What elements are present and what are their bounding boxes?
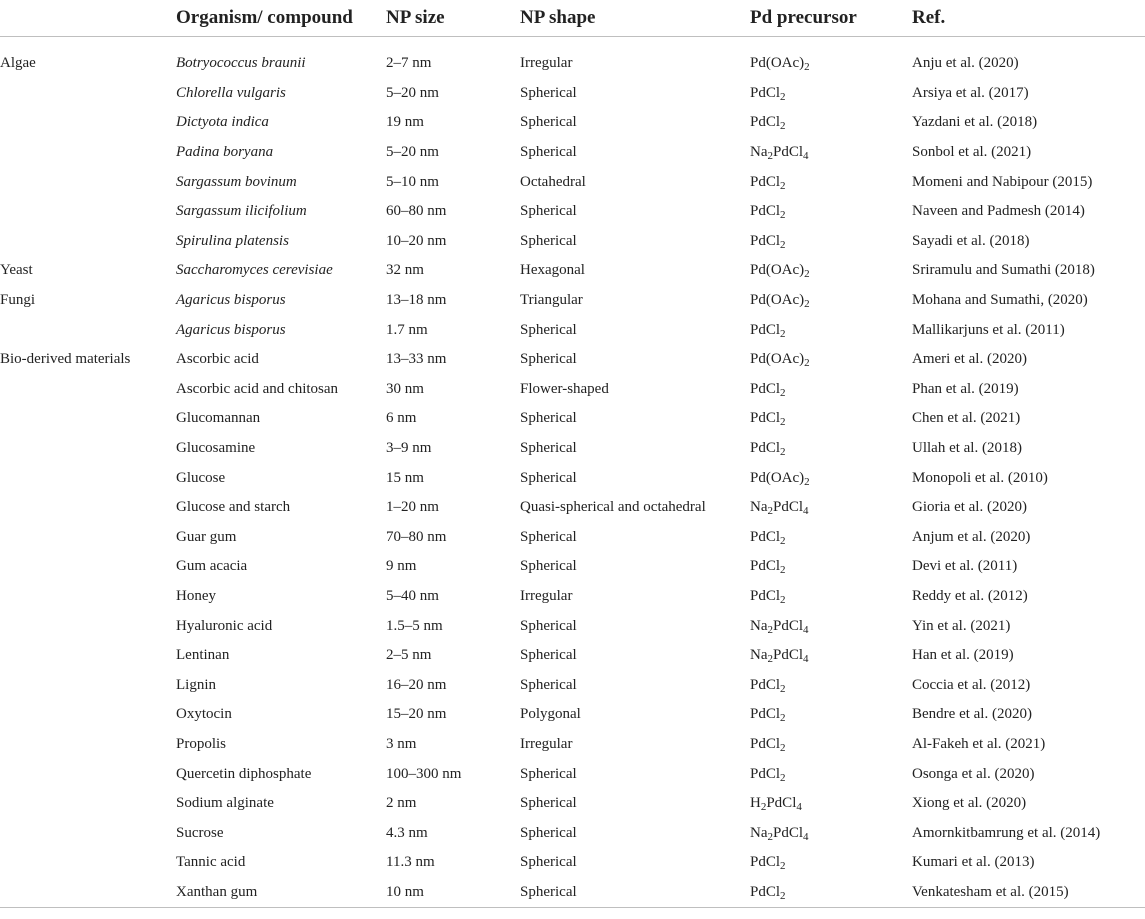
- organism-cell: Gum acacia: [176, 558, 248, 575]
- np-shape-cell: Irregular: [520, 55, 573, 72]
- organism-cell: Saccharomyces cerevisiae: [176, 262, 333, 279]
- group-cell: [0, 552, 176, 582]
- precursor-subscript: 2: [804, 61, 810, 74]
- precursor-subscript: 2: [804, 298, 810, 311]
- precursor-text: PdCl: [773, 647, 804, 664]
- pd-precursor-cell: [750, 404, 912, 434]
- organism-cell: Lignin: [176, 676, 216, 693]
- table-row: [0, 108, 1145, 138]
- precursor-text: PdCl: [750, 558, 781, 575]
- np-size-cell: 2–7 nm: [386, 55, 432, 72]
- header-group: [0, 0, 176, 37]
- organism-cell: Propolis: [176, 735, 227, 752]
- pd-precursor-cell: [750, 197, 912, 227]
- precursor-text: PdCl: [750, 528, 781, 545]
- precursor-text: PdCl: [773, 144, 804, 161]
- organism-cell: Dictyota indica: [176, 114, 269, 131]
- precursor-subscript: 2: [780, 209, 786, 222]
- precursor-text: PdCl: [750, 676, 781, 693]
- table-row: [0, 138, 1145, 168]
- ref-cell: Reddy et al. (2012): [912, 587, 1028, 604]
- group-cell: [0, 730, 176, 760]
- organism-cell: Glucosamine: [176, 440, 256, 457]
- group-cell: [0, 582, 176, 612]
- np-size-cell: 100–300 nm: [386, 765, 462, 782]
- organism-cell: Spirulina platensis: [176, 232, 289, 249]
- np-size-cell: 1–20 nm: [386, 499, 439, 516]
- precursor-subscript: 4: [796, 801, 802, 814]
- precursor-subscript: 2: [767, 830, 773, 843]
- precursor-subscript: 2: [780, 446, 786, 459]
- precursor-text: Pd(OAc): [750, 292, 805, 309]
- precursor-text: PdCl: [750, 854, 781, 871]
- np-shape-cell: Spherical: [520, 795, 577, 812]
- np-size-cell: 5–10 nm: [386, 173, 439, 190]
- pd-precursor-cell: [750, 878, 912, 908]
- ref-cell: Venkatesham et al. (2015): [912, 878, 1145, 908]
- group-cell: [0, 523, 176, 553]
- ref-cell: Monopoli et al. (2010): [912, 469, 1048, 486]
- table-row: [0, 315, 1145, 345]
- table-row: [0, 167, 1145, 197]
- precursor-subscript: 2: [780, 564, 786, 577]
- group-cell: [0, 375, 176, 405]
- precursor-subscript: 2: [780, 682, 786, 695]
- table-row: [0, 227, 1145, 257]
- precursor-subscript: 4: [803, 150, 809, 163]
- precursor-text: Pd(OAc): [750, 469, 805, 486]
- precursor-subscript: 2: [780, 327, 786, 340]
- pd-precursor-cell: [750, 138, 912, 168]
- group-cell: Yeast: [0, 262, 33, 279]
- precursor-subscript: 4: [803, 653, 809, 666]
- table-row: [0, 256, 1145, 286]
- ref-cell: Xiong et al. (2020): [912, 795, 1027, 812]
- np-shape-cell: Irregular: [520, 587, 573, 604]
- np-shape-cell: Irregular: [520, 735, 573, 752]
- precursor-subscript: 2: [804, 268, 810, 281]
- np-size-cell: 30 nm: [386, 380, 424, 397]
- np-shape-cell: Spherical: [520, 321, 577, 338]
- table-row: [0, 463, 1145, 493]
- ref-cell: Anju et al. (2020): [912, 55, 1019, 72]
- organism-cell: Agaricus bisporus: [176, 321, 286, 338]
- group-cell: [0, 79, 176, 109]
- precursor-text: PdCl: [750, 410, 781, 427]
- ref-cell: Momeni and Nabipour (2015): [912, 173, 1093, 190]
- table-row: [0, 878, 1145, 908]
- np-shape-cell: Spherical: [520, 765, 577, 782]
- organism-cell: Tannic acid: [176, 854, 246, 871]
- table-row: [0, 375, 1145, 405]
- organism-cell: Chlorella vulgaris: [176, 84, 286, 101]
- pd-precursor-cell: [750, 730, 912, 760]
- group-cell: [0, 227, 176, 257]
- precursor-text: Pd(OAc): [750, 55, 805, 72]
- organism-cell: Glucose: [176, 469, 226, 486]
- precursor-subscript: 2: [780, 889, 786, 902]
- table-row: [0, 523, 1145, 553]
- pd-precursor-cell: [750, 759, 912, 789]
- np-shape-cell: Spherical: [520, 203, 577, 220]
- precursor-text: H: [750, 795, 761, 812]
- precursor-subscript: 2: [767, 623, 773, 636]
- precursor-subscript: 2: [780, 534, 786, 547]
- table-row: [0, 611, 1145, 641]
- table-body: [0, 37, 1145, 908]
- np-size-cell: 70–80 nm: [386, 528, 447, 545]
- ref-cell: Sayadi et al. (2018): [912, 232, 1030, 249]
- precursor-subscript: 2: [780, 593, 786, 606]
- precursor-subscript: 2: [780, 386, 786, 399]
- pd-precursor-cell: [750, 700, 912, 730]
- precursor-text: Pd(OAc): [750, 351, 805, 368]
- organism-cell: Sargassum ilicifolium: [176, 203, 307, 220]
- pd-precursor-cell: [750, 315, 912, 345]
- group-cell: [0, 700, 176, 730]
- precursor-subscript: 4: [803, 505, 809, 518]
- group-cell: [0, 818, 176, 848]
- precursor-subscript: 4: [803, 830, 809, 843]
- table-row: [0, 197, 1145, 227]
- group-cell: [0, 493, 176, 523]
- organism-cell: Ascorbic acid and chitosan: [176, 380, 339, 397]
- np-size-cell: 16–20 nm: [386, 676, 447, 693]
- precursor-subscript: 2: [780, 416, 786, 429]
- precursor-subscript: 2: [760, 801, 767, 814]
- np-shape-cell: Spherical: [520, 114, 577, 131]
- ref-cell: Chen et al. (2021): [912, 410, 1021, 427]
- group-cell: [0, 641, 176, 671]
- organism-cell: Sargassum bovinum: [176, 173, 297, 190]
- table-row: [0, 404, 1145, 434]
- group-cell: [0, 611, 176, 641]
- np-shape-cell: Spherical: [520, 84, 577, 101]
- group-cell: [0, 670, 176, 700]
- precursor-subscript: 2: [767, 505, 773, 518]
- group-cell: Bio-derived materials: [0, 351, 131, 368]
- np-shape-cell: Quasi-spherical and octahedral: [520, 499, 706, 516]
- np-shape-cell: Octahedral: [520, 173, 586, 190]
- pd-precursor-cell: [750, 434, 912, 464]
- ref-cell: Devi et al. (2011): [912, 558, 1018, 575]
- table-row: [0, 345, 1145, 375]
- np-shape-cell: Spherical: [520, 528, 577, 545]
- table-row: [0, 286, 1145, 316]
- ref-cell: Anjum et al. (2020): [912, 528, 1031, 545]
- precursor-text: PdCl: [750, 321, 781, 338]
- table-row: [0, 582, 1145, 612]
- header-np-size: NP size: [386, 0, 520, 37]
- organism-cell: Sodium alginate: [176, 795, 274, 812]
- np-shape-cell: Spherical: [520, 824, 577, 841]
- group-cell: [0, 759, 176, 789]
- precursor-text: PdCl: [750, 735, 781, 752]
- ref-cell: Mallikarjuns et al. (2011): [912, 321, 1065, 338]
- precursor-text: PdCl: [750, 765, 781, 782]
- pd-precursor-cell: [750, 493, 912, 523]
- precursor-text: Pd(OAc): [750, 262, 805, 279]
- pd-precursor-cell: [750, 345, 912, 375]
- pd-precursor-cell: [750, 818, 912, 848]
- np-shape-cell: Spherical: [520, 558, 577, 575]
- table-row: [0, 552, 1145, 582]
- precursor-text: PdCl: [750, 706, 781, 723]
- precursor-subscript: 2: [767, 653, 773, 666]
- group-cell: [0, 167, 176, 197]
- ref-cell: Osonga et al. (2020): [912, 765, 1035, 782]
- ref-cell: Phan et al. (2019): [912, 380, 1019, 397]
- precursor-text: PdCl: [773, 499, 804, 516]
- group-cell: Algae: [0, 55, 36, 72]
- np-size-cell: 15–20 nm: [386, 706, 447, 723]
- group-cell: [0, 108, 176, 138]
- group-cell: Fungi: [0, 292, 36, 309]
- group-cell: [0, 404, 176, 434]
- organism-cell: Botryococcus braunii: [176, 55, 306, 72]
- pd-precursor-cell: [750, 256, 912, 286]
- precursor-subscript: 2: [780, 179, 786, 192]
- pd-precursor-cell: [750, 49, 912, 79]
- ref-cell: Kumari et al. (2013): [912, 854, 1035, 871]
- pd-precursor-cell: [750, 463, 912, 493]
- group-cell: [0, 848, 176, 878]
- ref-cell: Amornkitbamrung et al. (2014): [912, 824, 1101, 841]
- precursor-text: PdCl: [750, 232, 781, 249]
- np-size-cell: 13–33 nm: [386, 351, 447, 368]
- organism-cell: Quercetin diphosphate: [176, 765, 312, 782]
- pd-precursor-cell: [750, 789, 912, 819]
- precursor-subscript: 2: [780, 860, 786, 873]
- table-row: [0, 434, 1145, 464]
- precursor-text: PdCl: [750, 440, 781, 457]
- header-ref: Ref.: [912, 0, 1145, 37]
- ref-cell: Gioria et al. (2020): [912, 499, 1027, 516]
- ref-cell: Al-Fakeh et al. (2021): [912, 735, 1046, 752]
- group-cell: [0, 138, 176, 168]
- pd-precursor-cell: [750, 611, 912, 641]
- precursor-text: PdCl: [773, 617, 804, 634]
- organism-cell: Padina boryana: [176, 144, 274, 161]
- header-organism: Organism/ compound: [176, 0, 386, 37]
- table-row: [0, 670, 1145, 700]
- precursor-text: PdCl: [750, 84, 781, 101]
- precursor-subscript: 2: [780, 741, 786, 754]
- group-cell: [0, 789, 176, 819]
- np-size-cell: 19 nm: [386, 114, 424, 131]
- np-shape-cell: Spherical: [520, 232, 577, 249]
- pd-precursor-cell: [750, 523, 912, 553]
- np-shape-cell: Spherical: [520, 647, 577, 664]
- precursor-subscript: 2: [804, 357, 810, 370]
- organism-cell: Hyaluronic acid: [176, 617, 273, 634]
- precursor-text: Na: [750, 144, 768, 161]
- precursor-text: Na: [750, 499, 768, 516]
- np-shape-cell: Spherical: [520, 878, 750, 908]
- precursor-text: PdCl: [750, 114, 781, 131]
- header-row: [0, 0, 1145, 37]
- precursor-subscript: 2: [780, 771, 786, 784]
- precursor-text: Na: [750, 617, 768, 634]
- np-shape-cell: Spherical: [520, 144, 577, 161]
- precursor-text: PdCl: [750, 203, 781, 220]
- table-row: [0, 49, 1145, 79]
- precursor-text: PdCl: [750, 173, 781, 190]
- table-row: [0, 818, 1145, 848]
- pd-precursor-cell: [750, 79, 912, 109]
- table-row: [0, 641, 1145, 671]
- ref-cell: Bendre et al. (2020): [912, 706, 1032, 723]
- ref-cell: Sriramulu and Sumathi (2018): [912, 262, 1095, 279]
- ref-cell: Han et al. (2019): [912, 647, 1014, 664]
- group-cell: [0, 463, 176, 493]
- organism-cell: Glucose and starch: [176, 499, 291, 516]
- precursor-text: PdCl: [750, 587, 781, 604]
- pd-precursor-cell: [750, 582, 912, 612]
- precursor-subscript: 2: [804, 475, 810, 488]
- np-size-cell: 4.3 nm: [386, 824, 428, 841]
- organism-cell: Ascorbic acid: [176, 351, 259, 368]
- pd-precursor-cell: [750, 552, 912, 582]
- np-size-cell: 10 nm: [386, 878, 520, 908]
- table-row: [0, 789, 1145, 819]
- pd-precursor-cell: [750, 375, 912, 405]
- np-size-cell: 5–20 nm: [386, 84, 439, 101]
- np-shape-cell: Triangular: [520, 292, 583, 309]
- np-size-cell: 5–20 nm: [386, 144, 439, 161]
- np-size-cell: 9 nm: [386, 558, 417, 575]
- pd-precursor-cell: [750, 286, 912, 316]
- organism-cell: Guar gum: [176, 528, 237, 545]
- np-shape-cell: Spherical: [520, 351, 577, 368]
- np-size-cell: 11.3 nm: [386, 854, 435, 871]
- organism-cell: Oxytocin: [176, 706, 232, 723]
- precursor-text: PdCl: [750, 380, 781, 397]
- ref-cell: Coccia et al. (2012): [912, 676, 1031, 693]
- np-size-cell: 1.7 nm: [386, 321, 428, 338]
- np-size-cell: 1.5–5 nm: [386, 617, 443, 634]
- np-shape-cell: Polygonal: [520, 706, 581, 723]
- np-shape-cell: Hexagonal: [520, 262, 585, 279]
- precursor-text: Na: [750, 824, 768, 841]
- precursor-subscript: 2: [780, 712, 786, 725]
- group-cell: [0, 434, 176, 464]
- organism-cell: Sucrose: [176, 824, 224, 841]
- np-size-cell: 10–20 nm: [386, 232, 447, 249]
- table-row: [0, 79, 1145, 109]
- np-shape-cell: Spherical: [520, 410, 577, 427]
- table-row: [0, 730, 1145, 760]
- table-row: [0, 700, 1145, 730]
- pd-precursor-cell: [750, 848, 912, 878]
- np-size-cell: 5–40 nm: [386, 587, 439, 604]
- pd-precursor-cell: [750, 227, 912, 257]
- organism-cell: Agaricus bisporus: [176, 292, 286, 309]
- group-cell: [0, 197, 176, 227]
- pd-precursor-cell: [750, 670, 912, 700]
- header-pd-precursor: Pd precursor: [750, 0, 912, 37]
- np-shape-cell: Spherical: [520, 854, 577, 871]
- spacer-row: [0, 37, 1145, 50]
- np-size-cell: 2 nm: [386, 795, 417, 812]
- precursor-text: PdCl: [750, 883, 781, 900]
- organism-cell: Glucomannan: [176, 410, 261, 427]
- precursor-subscript: 2: [767, 150, 773, 163]
- np-size-cell: 2–5 nm: [386, 647, 432, 664]
- table-row: [0, 493, 1145, 523]
- precursor-text: PdCl: [766, 795, 797, 812]
- table-row: [0, 848, 1145, 878]
- ref-cell: Yazdani et al. (2018): [912, 114, 1038, 131]
- group-cell: [0, 315, 176, 345]
- np-size-cell: 60–80 nm: [386, 203, 447, 220]
- np-shape-cell: Spherical: [520, 440, 577, 457]
- precursor-subscript: 2: [780, 120, 786, 133]
- table-row: [0, 759, 1145, 789]
- precursor-subscript: 4: [803, 623, 809, 636]
- organism-cell: Honey: [176, 587, 216, 604]
- precursor-subscript: 2: [780, 90, 786, 103]
- np-size-cell: 6 nm: [386, 410, 417, 427]
- header-np-shape: NP shape: [520, 0, 750, 37]
- precursor-text: Na: [750, 647, 768, 664]
- ref-cell: Ullah et al. (2018): [912, 440, 1022, 457]
- np-size-cell: 15 nm: [386, 469, 424, 486]
- pd-precursor-cell: [750, 167, 912, 197]
- ref-cell: Naveen and Padmesh (2014): [912, 203, 1085, 220]
- np-shape-cell: Spherical: [520, 676, 577, 693]
- np-size-cell: 32 nm: [386, 262, 424, 279]
- np-shape-cell: Spherical: [520, 469, 577, 486]
- pd-precursor-cell: [750, 641, 912, 671]
- organism-cell: Lentinan: [176, 647, 230, 664]
- np-shape-cell: Spherical: [520, 617, 577, 634]
- ref-cell: Ameri et al. (2020): [912, 351, 1027, 368]
- ref-cell: Mohana and Sumathi, (2020): [912, 292, 1088, 309]
- ref-cell: Sonbol et al. (2021): [912, 144, 1032, 161]
- organism-cell: Xanthan gum: [176, 878, 386, 908]
- precursor-text: PdCl: [773, 824, 804, 841]
- group-cell: [0, 878, 176, 908]
- precursor-subscript: 2: [780, 238, 786, 251]
- np-size-cell: 13–18 nm: [386, 292, 447, 309]
- ref-cell: Yin et al. (2021): [912, 617, 1011, 634]
- pd-precursor-cell: [750, 108, 912, 138]
- np-size-cell: 3 nm: [386, 735, 417, 752]
- np-size-cell: 3–9 nm: [386, 440, 432, 457]
- ref-cell: Arsiya et al. (2017): [912, 84, 1029, 101]
- np-shape-cell: Flower-shaped: [520, 380, 609, 397]
